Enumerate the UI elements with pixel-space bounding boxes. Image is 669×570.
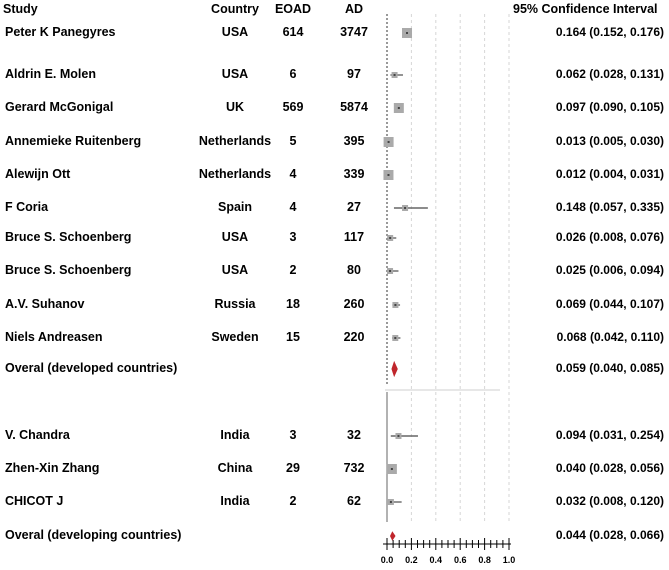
ad-count: 220 <box>343 330 365 344</box>
country: USA <box>221 67 249 81</box>
confidence-interval: 0.012 (0.004, 0.031) <box>555 167 664 181</box>
study-name: Overal (developing countries) <box>5 528 182 542</box>
confidence-interval: 0.026 (0.008, 0.076) <box>555 230 664 244</box>
confidence-interval: 0.069 (0.044, 0.107) <box>555 297 664 311</box>
eoad-count: 3 <box>289 230 297 244</box>
confidence-interval: 0.032 (0.008, 0.120) <box>555 494 664 508</box>
country: Russia <box>214 297 256 311</box>
study-name: Aldrin E. Molen <box>5 67 96 81</box>
confidence-interval: 0.025 (0.006, 0.094) <box>555 263 664 277</box>
point-center <box>397 435 399 437</box>
country: Netherlands <box>198 167 272 181</box>
ad-count: 3747 <box>340 25 368 39</box>
eoad-count: 2 <box>289 494 297 508</box>
study-name: Zhen-Xin Zhang <box>5 461 100 475</box>
point-center <box>394 74 396 76</box>
country: Sweden <box>211 330 259 344</box>
point-center <box>394 337 396 339</box>
eoad-count: 4 <box>289 200 297 214</box>
confidence-interval: 0.148 (0.057, 0.335) <box>555 200 664 214</box>
point-center <box>387 174 389 176</box>
study-name: Gerard McGonigal <box>5 100 114 114</box>
eoad-count: 29 <box>286 461 300 475</box>
confidence-interval: 0.059 (0.040, 0.085) <box>555 361 664 375</box>
header-eoad: EOAD <box>274 2 312 16</box>
x-tick-label: 1.0 <box>502 555 516 565</box>
study-name: Bruce S. Schoenberg <box>5 230 132 244</box>
point-center <box>390 501 392 503</box>
confidence-interval: 0.068 (0.042, 0.110) <box>556 330 664 344</box>
ad-count: 97 <box>347 67 361 81</box>
ad-count: 732 <box>343 461 365 475</box>
ad-count: 260 <box>343 297 365 311</box>
x-tick-label: 0.0 <box>380 555 394 565</box>
ad-count: 5874 <box>340 100 368 114</box>
eoad-count: 569 <box>282 100 304 114</box>
study-name: Annemieke Ruitenberg <box>5 134 142 148</box>
x-tick-label: 0.4 <box>429 555 443 565</box>
eoad-count: 6 <box>289 67 297 81</box>
confidence-interval: 0.013 (0.005, 0.030) <box>555 134 664 148</box>
country: USA <box>221 25 249 39</box>
summary-diamond <box>390 532 395 540</box>
country: Spain <box>217 200 253 214</box>
study-name: CHICOT J <box>5 494 64 508</box>
confidence-interval: 0.040 (0.028, 0.056) <box>555 461 664 475</box>
point-center <box>389 237 391 239</box>
x-tick-label: 0.2 <box>405 555 418 565</box>
country: China <box>217 461 253 475</box>
eoad-count: 15 <box>286 330 300 344</box>
study-name: A.V. Suhanov <box>5 297 85 311</box>
eoad-count: 18 <box>286 297 300 311</box>
study-name: F Coria <box>5 200 49 214</box>
confidence-interval: 0.094 (0.031, 0.254) <box>555 428 664 442</box>
point-center <box>389 270 391 272</box>
header-study: Study <box>3 2 38 16</box>
header-ad: AD <box>344 2 364 16</box>
confidence-interval: 0.164 (0.152, 0.176) <box>555 25 664 39</box>
study-name: Peter K Panegyres <box>5 25 116 39</box>
country: India <box>220 428 250 442</box>
ad-count: 395 <box>343 134 365 148</box>
x-tick-label: 0.8 <box>478 555 491 565</box>
point-center <box>398 107 400 109</box>
header-country: Country <box>211 2 259 16</box>
eoad-count: 2 <box>289 263 297 277</box>
confidence-interval: 0.097 (0.090, 0.105) <box>555 100 664 114</box>
ad-count: 339 <box>343 167 365 181</box>
country: USA <box>221 230 249 244</box>
x-tick-label: 0.6 <box>453 555 467 565</box>
summary-diamond <box>392 362 397 376</box>
ad-count: 62 <box>347 494 361 508</box>
ad-count: 80 <box>347 263 361 277</box>
country: UK <box>225 100 245 114</box>
country: USA <box>221 263 249 277</box>
ad-count: 27 <box>347 200 361 214</box>
confidence-interval: 0.062 (0.028, 0.131) <box>555 67 664 81</box>
header-ci: 95% Confidence Interval <box>513 2 658 16</box>
point-center <box>404 207 406 209</box>
country: Netherlands <box>198 134 272 148</box>
country: India <box>220 494 250 508</box>
study-name: Alewijn Ott <box>5 167 71 181</box>
point-center <box>406 32 408 34</box>
eoad-count: 5 <box>289 134 297 148</box>
point-center <box>391 468 393 470</box>
point-center <box>388 141 390 143</box>
study-name: Niels Andreasen <box>5 330 103 344</box>
study-name: Bruce S. Schoenberg <box>5 263 132 277</box>
eoad-count: 3 <box>289 428 297 442</box>
eoad-count: 4 <box>289 167 297 181</box>
point-center <box>394 304 396 306</box>
eoad-count: 614 <box>282 25 304 39</box>
study-name: V. Chandra <box>5 428 70 442</box>
ad-count: 32 <box>347 428 361 442</box>
ad-count: 117 <box>343 230 365 244</box>
confidence-interval: 0.044 (0.028, 0.066) <box>555 528 664 542</box>
study-name: Overal (developed countries) <box>5 361 178 375</box>
